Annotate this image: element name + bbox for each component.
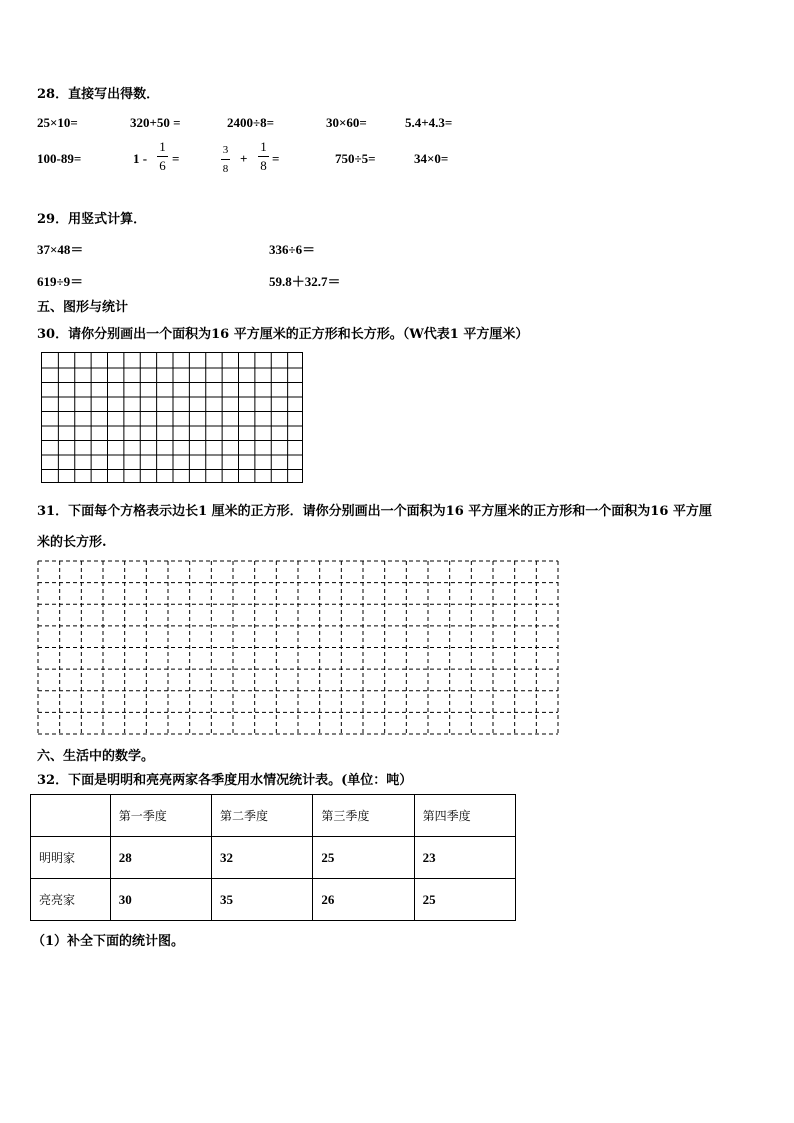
table-header-row xyxy=(31,795,516,837)
q28-item: 30×60= xyxy=(326,115,367,130)
table-header-cell: 第一季度 xyxy=(110,795,211,837)
section-heading: 五、图形与统计 xyxy=(37,300,129,315)
fraction-bar xyxy=(157,156,168,157)
dashed-grid[interactable] xyxy=(37,560,559,735)
q28-item: 25×10= xyxy=(37,115,78,130)
fraction xyxy=(258,140,269,173)
q29-item: 336÷6＝ xyxy=(269,242,316,257)
q32-sub1: （1）补全下面的统计图。 xyxy=(32,934,185,949)
table-cell: 25 xyxy=(414,879,515,921)
fraction-numerator: 3 xyxy=(222,144,229,156)
table-row xyxy=(31,837,516,879)
table-header-cell xyxy=(31,795,111,837)
q28-item: 100-89= xyxy=(37,151,82,166)
fraction-denominator: 8 xyxy=(222,163,229,175)
q30-title: 30．请你分别画出一个面积为16 平方厘米的正方形和长方形。（W代表1 平方厘米） xyxy=(37,327,529,342)
solid-grid-lines xyxy=(41,352,303,483)
fraction-denominator: 6 xyxy=(159,158,166,173)
q28-item: 5.4+4.3= xyxy=(405,115,453,130)
q28-item-suffix: = xyxy=(172,151,180,166)
table-cell: 28 xyxy=(110,837,211,879)
table-cell: 30 xyxy=(110,879,211,921)
q29-title: 29．用竖式计算． xyxy=(37,212,147,227)
q28-item-prefix: 1 - xyxy=(133,151,148,166)
table-header-cell: 第四季度 xyxy=(414,795,515,837)
solid-grid[interactable] xyxy=(41,352,303,483)
fraction-denominator: 8 xyxy=(260,158,267,173)
fraction-bar xyxy=(258,156,269,157)
table-row xyxy=(31,879,516,921)
table-cell: 23 xyxy=(414,837,515,879)
q28-title: 28．直接写出得数． xyxy=(37,87,160,102)
plus-sign: + xyxy=(240,151,248,166)
water-usage-table xyxy=(30,794,516,921)
q28-item: 2400÷8= xyxy=(227,115,275,130)
q32-title: 32．下面是明明和亮亮两家各季度用水情况统计表。(单位：吨） xyxy=(37,773,413,788)
section-heading: 六、生活中的数学。 xyxy=(37,749,155,764)
q28-item: 320+50 = xyxy=(130,115,181,130)
q28-item: 34×0= xyxy=(414,151,449,166)
table-cell: 26 xyxy=(313,879,414,921)
table-header-cell: 第二季度 xyxy=(212,795,313,837)
q29-item: 619÷9＝ xyxy=(37,274,84,289)
fraction-numerator: 1 xyxy=(159,139,166,154)
table-row-label: 亮亮家 xyxy=(31,879,111,921)
fraction xyxy=(221,143,230,176)
fraction-bar xyxy=(221,159,230,160)
fraction-numerator: 1 xyxy=(260,139,267,154)
q31-title-line2: 米的长方形. xyxy=(37,535,107,550)
fraction xyxy=(157,140,168,173)
q31-title-line1: 31．下面每个方格表示边长1 厘米的正方形．请你分别画出一个面积为16 平方厘米的正方形和一个面积为16 平方厘 xyxy=(37,504,712,519)
q29-item: 37×48＝ xyxy=(37,242,84,257)
table-header-cell: 第三季度 xyxy=(313,795,414,837)
q29-item: 59.8＋32.7＝ xyxy=(269,274,341,289)
q28-item-suffix: = xyxy=(272,151,280,166)
table-cell: 25 xyxy=(313,837,414,879)
table-cell: 35 xyxy=(212,879,313,921)
table-cell: 32 xyxy=(212,837,313,879)
q28-item: 750÷5= xyxy=(335,151,376,166)
table-row-label: 明明家 xyxy=(31,837,111,879)
